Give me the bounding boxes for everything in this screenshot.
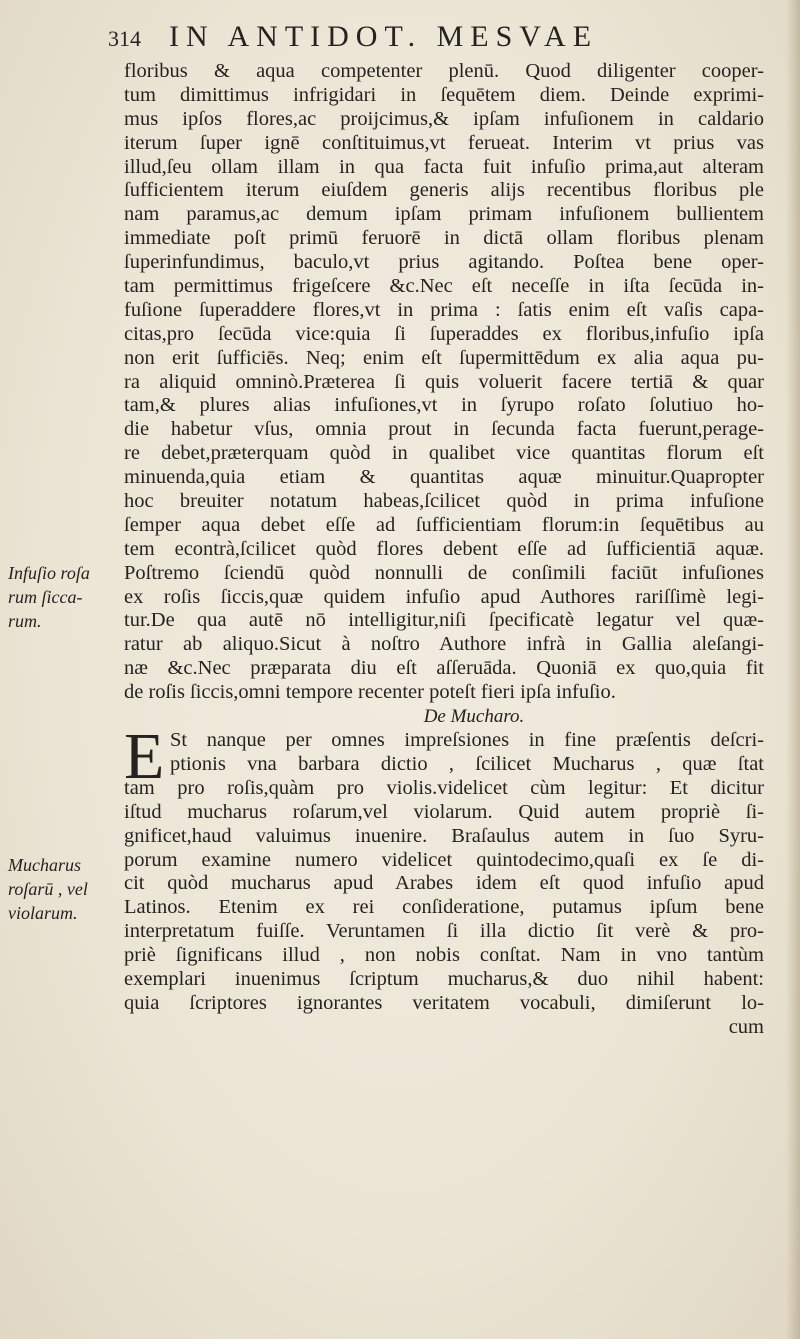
text-line: St nanque per omnes impreſsiones in fine prӕſentis deſcri- <box>170 729 764 752</box>
text-line: fuſione ſuperaddere flores,vt in prima : ſatis enim eſt vaſis capa- <box>124 298 764 321</box>
text-line: interpretatum fuiſſe. Veruntamen ſi illa dictio ſit verè & pro- <box>124 920 764 943</box>
margin-note-line: Mucharus <box>8 855 81 875</box>
text-line: non erit ſufficiēs. Neq; enim eſt ſupermittēdum ex alia aqua pu- <box>124 346 764 369</box>
text-line: mus ipſos flores,ac proijcimus,& ipſam infuſionem in caldario <box>124 107 764 130</box>
text-line: ratur ab aliquo.Sicut à noſtro Authore infrà in Gallia aleſangi- <box>124 633 764 656</box>
text-line: nӕ &c.Nec prӕparata diu eſt aſſeruāda. Quoniā ex quo,quia fit <box>124 657 764 680</box>
margin-note-line: Infuſio roſa <box>8 563 90 583</box>
paragraph-infusion <box>124 60 764 705</box>
page-number: 314 <box>108 26 141 51</box>
text-line: de roſis ſiccis,omni tempore recenter poteſt fieri ipſa infuſio. <box>124 681 616 704</box>
running-title: IN ANTIDOT. MESVAE <box>169 20 599 53</box>
text-line: tem econtrà,ſcilicet quòd flores debent eſſe ad ſufficientiā aquӕ. <box>124 537 764 560</box>
text-line: floribus & aqua competenter plenū. Quod diligenter cooper- <box>124 60 764 82</box>
text-line: iterum ſuper ignē conſtituimus,vt ferueat. Interim vt prius vas <box>124 131 764 154</box>
text-line: ex roſis ſiccis,quӕ quidem infuſio apud Authores rariſſimè legi- <box>124 585 764 608</box>
margin-note-infusio <box>8 562 118 634</box>
text-line: tur.De qua autē nō intelligitur,niſi ſpecificatè legatur vel quӕ- <box>124 609 764 632</box>
text-line: tam permittimus frigeſcere &c.Nec eſt neceſſe in iſta ſecūda in- <box>124 275 764 298</box>
section-heading: De Mucharo. <box>423 706 525 728</box>
text-line: quia ſcriptores ignorantes veritatem vocabuli, dimiſerunt lo- <box>124 991 764 1014</box>
text-line: tam,& plures alias infuſiones,vt in ſyrupo roſato ſolutiuo ho- <box>124 394 764 417</box>
text-line: tum dimittimus infrigidari in ſequētem diem. Deinde exprimi- <box>124 83 764 106</box>
catchword: cum <box>728 1015 764 1038</box>
text-line: citas,pro ſecūda vice:quia ſi ſuperaddes ex floribus,infuſio ipſa <box>124 322 764 345</box>
text-line: ſemper aqua debet eſſe ad ſufficientiam florum:in ſequētibus au <box>124 513 764 536</box>
text-line: re debet,prӕterquam quòd in qualibet vice quantitas florum eſt <box>124 442 764 465</box>
text-line: tam pro roſis,quàm pro violis.videlicet cùm legitur: Et dicitur <box>124 776 764 799</box>
text-line: porum examine numero videlicet quintodecimo,quaſi ex ſe di- <box>124 848 764 871</box>
text-line: ſufficientem iterum eiuſdem generis alijs recentibus floribus ple <box>124 179 764 202</box>
paragraph-mucharus <box>124 720 764 1040</box>
text-line: exemplari inuenimus ſcriptum mucharus,& duo nihil habent: <box>124 967 764 990</box>
text-line: minuenda,quia etiam & quantitas aquӕ minuitur.Quapropter <box>124 466 764 489</box>
main-text <box>124 60 764 1040</box>
margin-note-line: rum. <box>8 610 42 631</box>
drop-cap: E <box>124 720 165 794</box>
text-line: nam paramus,ac demum ipſam primam infuſionem bullientem <box>124 203 764 226</box>
text-line: ptionis vna barbara dictio , ſcilicet Mucharus , quӕ ſtat <box>170 752 764 775</box>
text-line: hoc breuiter notatum habeas,ſcilicet quòd in prima infuſione <box>124 490 764 513</box>
text-line: Latinos. Etenim ex rei conſideratione, putamus ipſum bene <box>124 896 764 919</box>
margin-note-line: roſarū , vel <box>8 878 88 899</box>
margin-note-mucharus <box>8 854 118 926</box>
text-line: iſtud mucharus roſarum,vel violarum. Quid autem propriè ſi- <box>124 800 764 823</box>
text-line: cit quòd mucharus apud Arabes idem eſt quod infuſio apud <box>124 872 764 895</box>
margin-note-line: violarum. <box>8 902 78 923</box>
text-line: die habetur vſus, omnia prout in ſecunda facta fuerunt,perage- <box>124 418 764 441</box>
margin-note-line: rum ſicca- <box>8 586 83 607</box>
text-line: Poſtremo ſciendū quòd nonnulli de conſimili faciūt infuſiones <box>124 561 764 584</box>
page-gutter-shadow <box>786 0 800 1339</box>
text-line: illud,ſeu ollam illam in qua facta fuit infuſio prima,aut alteram <box>124 155 764 178</box>
text-line: gnificet,haud valuimus inuenire. Braſaulus autem in ſuo Syru- <box>124 824 764 847</box>
text-line: priè ſignificans illud , non nobis conſtat. Nam in vno tantùm <box>124 944 764 967</box>
text-line: immediate poſt primū feruorē in dictā ollam floribus plenam <box>124 227 764 250</box>
text-line: ra aliquid omninò.Præterea ſi quis voluerit facere tertiā & quar <box>124 370 764 393</box>
text-line: ſuperinfundimus, baculo,vt prius agitando. Poſtea bene oper- <box>124 251 764 274</box>
